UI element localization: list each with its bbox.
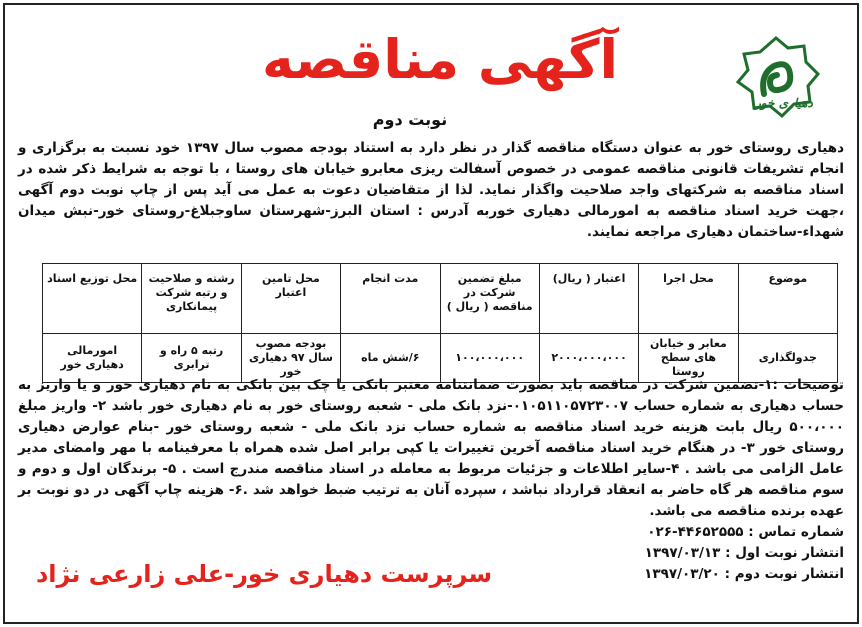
tender-table	[42, 263, 838, 383]
table-cell-funding: بودجه مصوب سال ۹۷ دهیاری خور	[241, 334, 340, 383]
table-cell-guarantee: ۱۰۰،۰۰۰،۰۰۰	[440, 334, 539, 383]
table-header-duration: مدت انجام	[341, 264, 440, 334]
table-header-distribution: محل توزیع اسناد	[43, 264, 142, 334]
second-publish-date: انتشار نوبت دوم : ۱۳۹۷/۰۳/۲۰	[644, 566, 844, 582]
table-cell-budget: ۲۰۰۰،۰۰۰،۰۰۰	[539, 334, 638, 383]
signature-line: سرپرست دهیاری خور-علی زارعی نژاد	[35, 560, 493, 588]
table-header-row	[43, 264, 838, 334]
table-cell-qualification: رتبه ۵ راه و ترابری	[142, 334, 241, 383]
table-header-qualification: رشته و صلاحیت و رتبه شرکت پیمانکاری	[142, 264, 241, 334]
page-subtitle: نوبت دوم	[372, 110, 448, 129]
table-cell-duration: ۶/شش ماه	[341, 334, 440, 383]
table-header-subject: موضوع	[738, 264, 837, 334]
table-header-budget: اعتبار ( ریال)	[539, 264, 638, 334]
logo-text: دهیاری خور	[755, 96, 813, 110]
contact-phone: شماره تماس : ۴۴۶۵۲۵۵۵-۰۲۶	[647, 524, 844, 540]
notes-paragraph: توضیحات :۱-تضمین شرکت در مناقصه باید بصورت ضمانتنامه معتبر بانکی یا چک بین بانکی به نام دهیاری خور و یا واریز به حساب دهیاری به شماره حساب ۰۱۰۵۱۱۰۵۷۲۳۰۰۷-نزد بانک ملی - شعبه روستای خور به نام دهیاری خور باشد ۲- واریز مبلغ ۵۰۰،۰۰۰ ریال بابت هزینه خرید اسناد مناقصه به شماره حساب نزد بانک ملی - شعبه روستای خور -بنام عوارض دهیاری روستای خور ۳- در هنگام خرید اسناد مناقصه آخرین تغییرات یا کپی برابر اصل شده همراه با معرفینامه با مهر وامضای مدیر عامل الزامی می باشد . ۴-سایر اطلاعات و جزئیات مربوط به معامله در اسناد مناقصه مندرج است . ۵- برندگان اول و دوم و سوم مناقصه هر گاه حاضر به انعقاد قرارداد نباشد ، سپرده آنان به ترتیب ضبط خواهد شد .۶- هزینه چاپ آگهی در دو نوبت بر عهده برنده مناقصه می باشد.	[18, 377, 845, 519]
table-cell-location: معابر و خیابان های سطح روستا	[639, 334, 738, 383]
page-title: آگهی مناقصه	[261, 28, 619, 91]
contact-block	[544, 522, 844, 585]
table-cell-distribution: امورمالی دهیاری خور	[43, 334, 142, 383]
table-cell-subject: جدولگذاری	[738, 334, 837, 383]
intro-paragraph: دهیاری روستای خور به عنوان دستگاه مناقصه گذار در نظر دارد به استناد بودجه مصوب سال ۱۳۹۷ خود نسبت به برگزاری و انجام تشریفات قانونی مناقصه عمومی در خصوص آسفالت ریزی معابرو خیابان های روستا ، با توجه به شرایط ذکر شده در اسناد مناقصه به شرکتهای واجد صلاحیت واگذار نماید. لذا از متقاضیان دعوت به عمل می آید پس از چاپ نوبت دوم آگهی ،جهت خرید اسناد مناقصه به امورمالی دهیاری خوربه آدرس : استان البرز-شهرستان ساوجبلاغ-روستای خور-نبش میدان شهداء-ساختمان دهیاری مراجعه نمایند.	[18, 140, 845, 240]
first-publish-date: انتشار نوبت اول : ۱۳۹۷/۰۳/۱۳	[644, 545, 844, 561]
table-header-location: محل اجرا	[639, 264, 738, 334]
table-header-guarantee: مبلغ تضمین شرکت در مناقصه ( ریال )	[440, 264, 539, 334]
table-header-funding: محل تامین اعتبار	[241, 264, 340, 334]
